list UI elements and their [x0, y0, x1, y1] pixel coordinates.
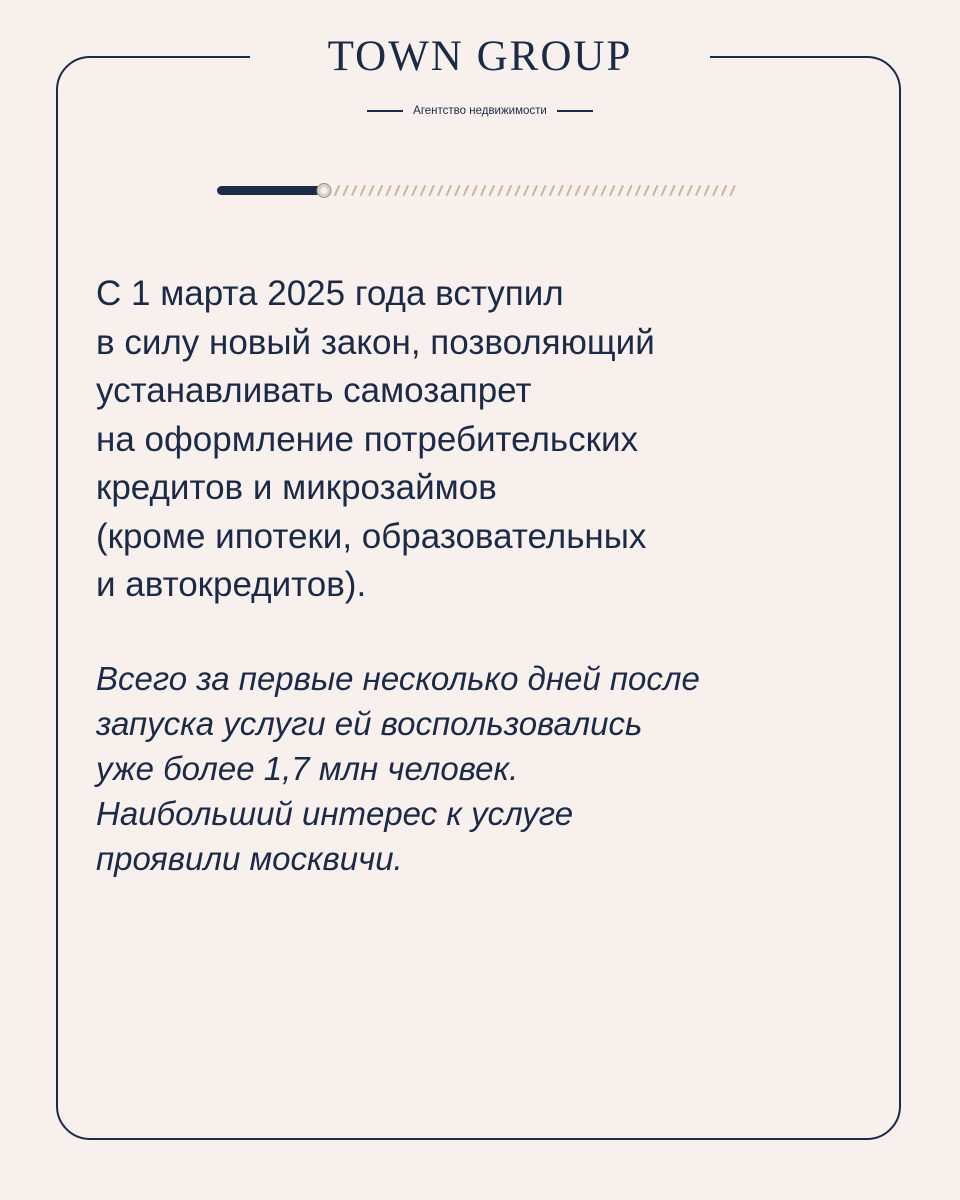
brand-subtitle: Агентство недвижимости — [413, 105, 547, 117]
main-paragraph — [96, 270, 876, 610]
italic-paragraph-line: Наибольший интерес к услуге — [96, 795, 574, 832]
subtitle-left-rule — [367, 110, 403, 112]
brand-header — [250, 24, 710, 88]
main-paragraph-line: на оформление потребительских — [96, 419, 639, 459]
main-paragraph-line: кредитов и микрозаймов — [96, 468, 497, 507]
progress-track-hatching — [335, 186, 735, 195]
main-paragraph-line: устанавливать самозапрет — [96, 371, 532, 410]
brand-logo-text: TOWN GROUP — [327, 32, 633, 80]
brand-subtitle-row — [0, 101, 960, 121]
progress-knob-center — [321, 187, 328, 194]
main-paragraph-line: в силу новый закон, позволяющий — [96, 322, 655, 362]
italic-paragraph — [96, 656, 886, 881]
italic-paragraph-line: Всего за первые несколько дней после — [96, 660, 700, 697]
main-paragraph-line: (кроме ипотеки, образовательных — [96, 516, 647, 556]
main-paragraph-line: и автокредитов). — [96, 565, 367, 604]
italic-paragraph-line: уже более 1,7 млн человек. — [96, 750, 519, 787]
italic-paragraph-line: проявили москвичи. — [96, 840, 403, 877]
italic-paragraph-line: запуска услуги ей воспользовались — [96, 705, 643, 742]
subtitle-right-rule — [557, 110, 593, 112]
main-paragraph-line: С 1 марта 2025 года вступил — [96, 274, 564, 313]
progress-fill — [217, 186, 321, 195]
progress-indicator — [215, 178, 745, 202]
